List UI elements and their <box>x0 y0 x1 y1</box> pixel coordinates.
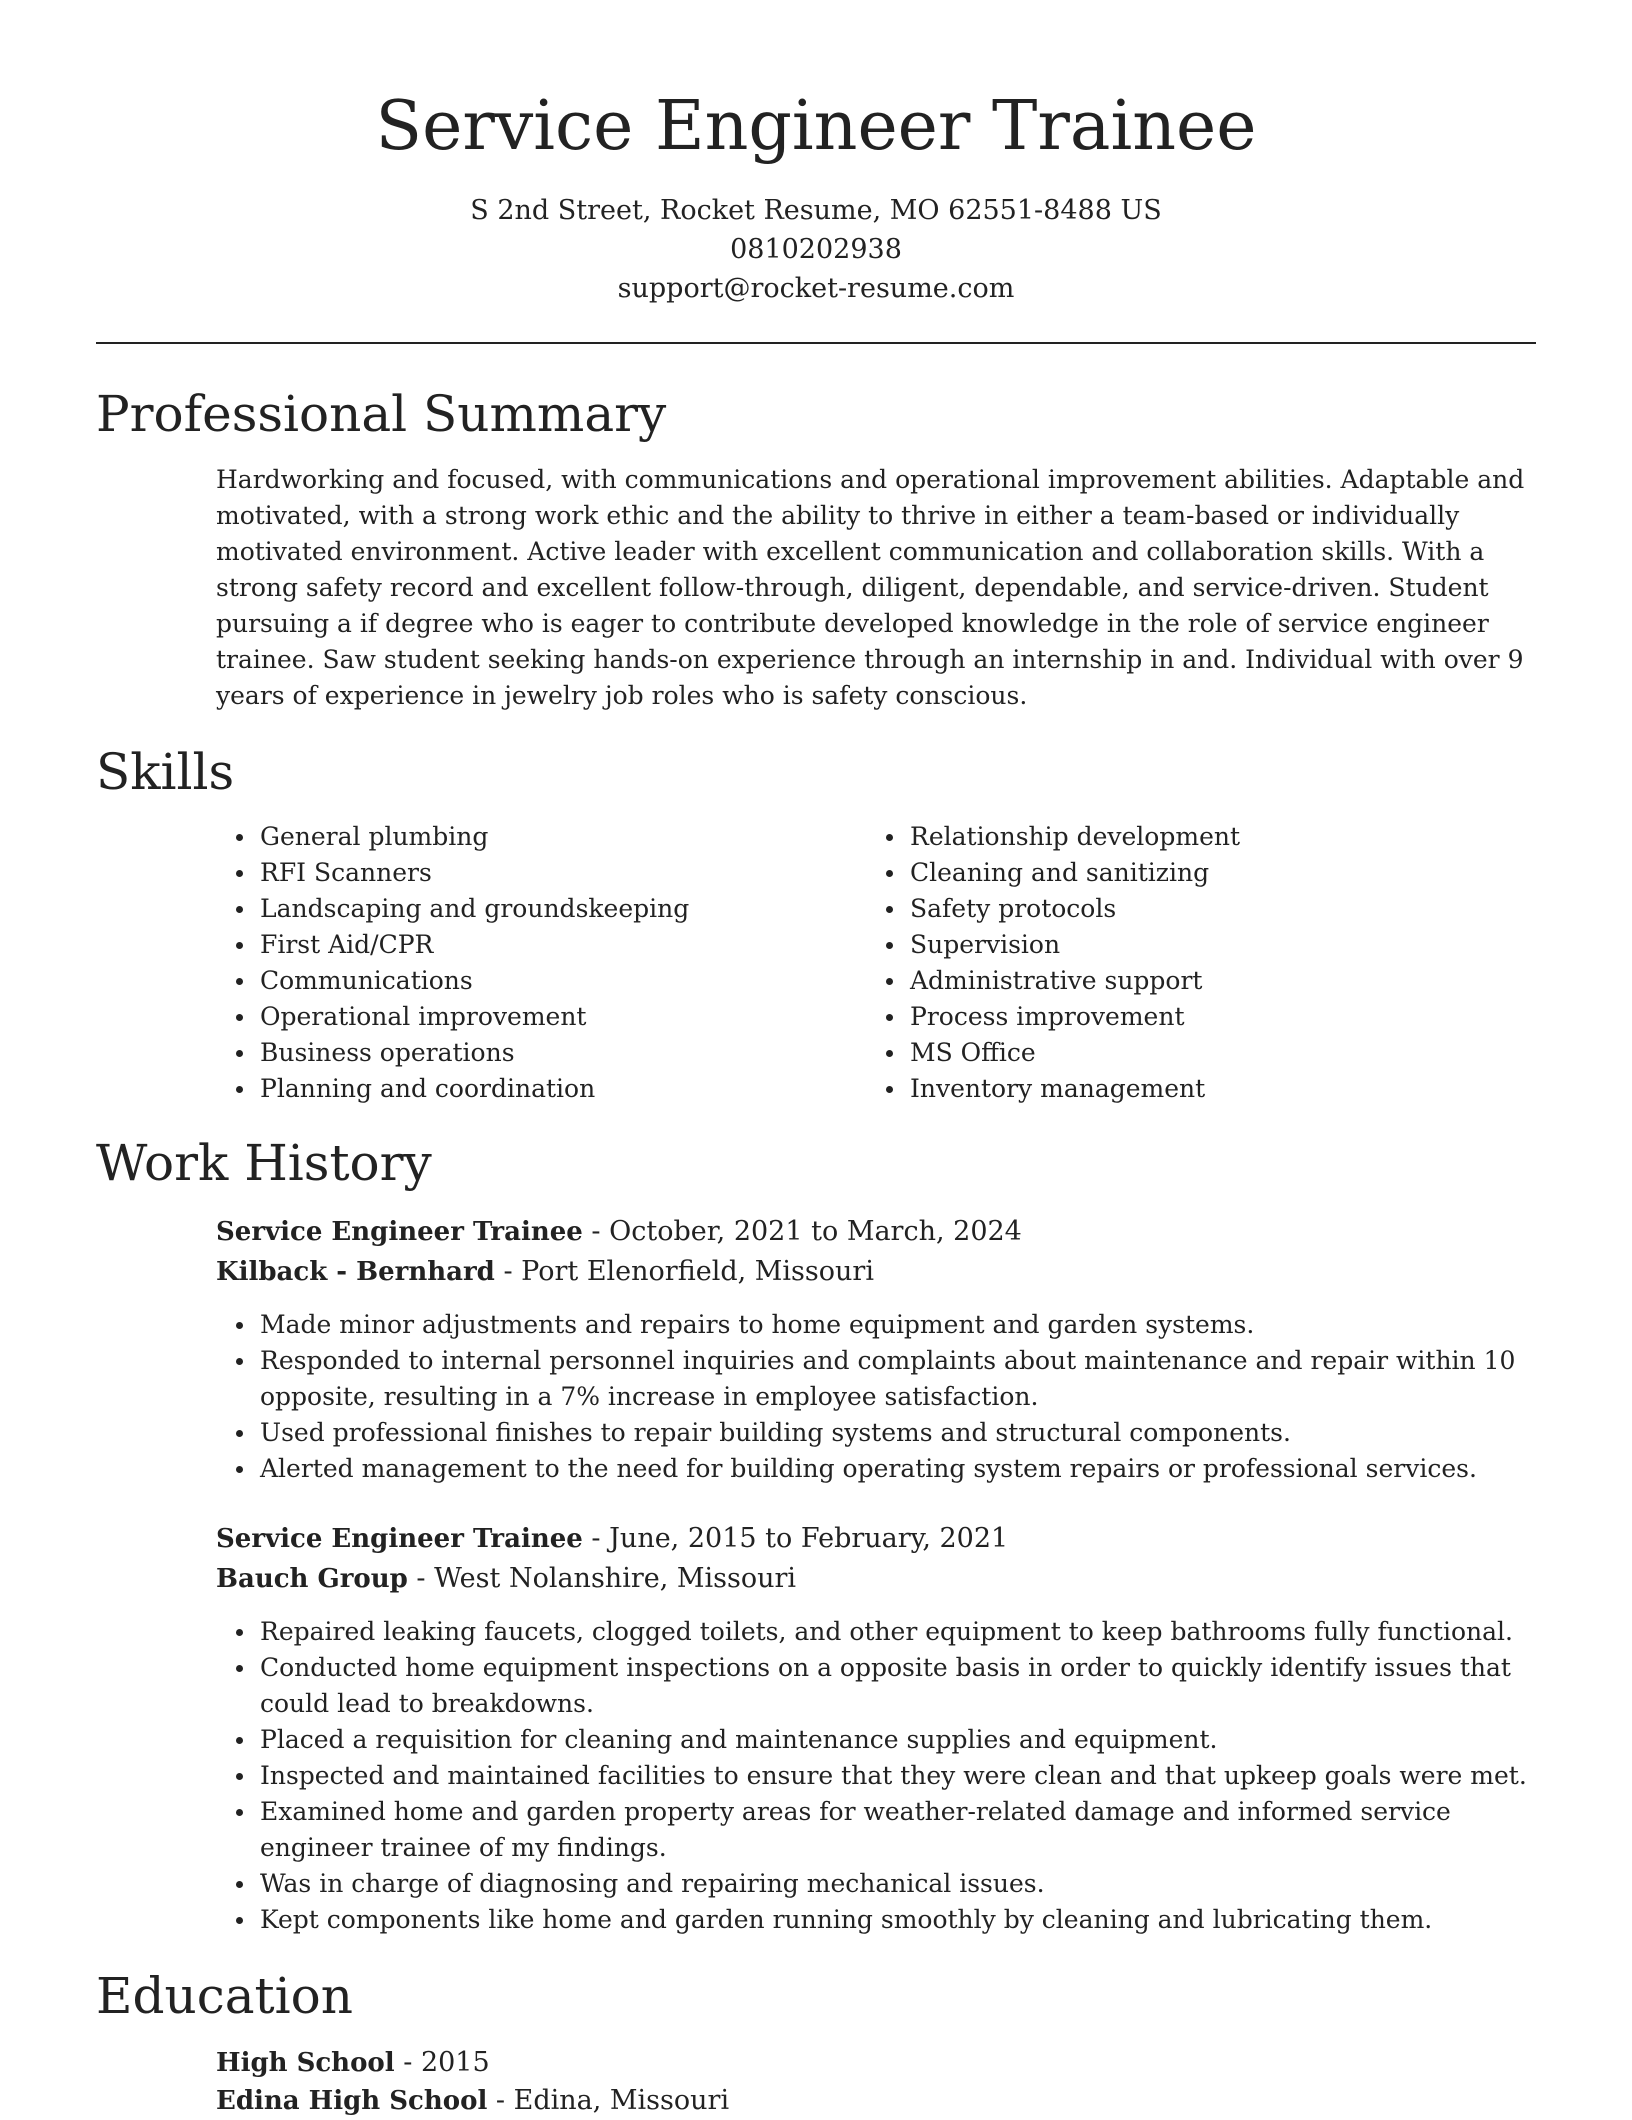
education-degree: High School <box>216 2048 395 2078</box>
skill-item: Landscaping and groundskeeping <box>216 891 856 927</box>
job-title-line <box>216 1213 1022 1251</box>
job-company-line <box>216 1253 874 1291</box>
skills-heading: Skills <box>96 743 235 801</box>
education-year: - 2015 <box>394 2047 490 2078</box>
resume-name: Service Engineer Trainee <box>375 87 1257 166</box>
skill-item: Supervision <box>866 927 1506 963</box>
education-degree-line <box>216 2044 490 2082</box>
job-dates: - October, 2021 to March, 2024 <box>582 1216 1022 1247</box>
skills-list-right <box>866 819 1506 1107</box>
job-bullet: Made minor adjustments and repairs to home equipment and garden systems. <box>216 1307 1536 1343</box>
job-location: - West Nolanshire, Missouri <box>407 1563 797 1594</box>
education-heading: Education <box>96 1967 353 2025</box>
job-title-line <box>216 1520 1008 1558</box>
job-company: Kilback - Bernhard <box>216 1257 495 1287</box>
job-bullets <box>216 1307 1536 1487</box>
job-company-line <box>216 1560 796 1598</box>
job-dates: - June, 2015 to February, 2021 <box>582 1523 1009 1554</box>
job-bullet: Was in charge of diagnosing and repairing mechanical issues. <box>216 1866 1536 1902</box>
education-school-line <box>216 2082 729 2120</box>
skill-item: First Aid/CPR <box>216 927 856 963</box>
skill-item: RFI Scanners <box>216 855 856 891</box>
skill-item: Administrative support <box>866 963 1506 999</box>
skill-item: Planning and coordination <box>216 1071 856 1107</box>
skill-item: Communications <box>216 963 856 999</box>
education-school: Edina High School <box>216 2086 488 2116</box>
skill-item: Business operations <box>216 1035 856 1071</box>
email: support@rocket-resume.com <box>617 273 1015 304</box>
summary-text: Hardworking and focused, with communications and operational improvement abilities. Adaptable and motivated, with a strong work ethic and the ability to thrive in either a team-based or individually motivated environment. Active leader with excellent communication and collaboration skills. With a strong safety record and excellent follow-through, diligent, dependable, and service-driven. Student pursuing a if degree who is eager to contribute developed knowledge in the role of service engineer trainee. Saw student seeking hands-on experience through an internship in and. Individual with over 9 years of experience in jewelry job roles who is safety conscious. <box>216 465 1525 710</box>
job-bullet: Inspected and maintained facilities to ensure that they were clean and that upkeep goals were met. <box>216 1758 1536 1794</box>
summary-heading: Professional Summary <box>96 385 667 443</box>
job-bullet: Conducted home equipment inspections on a opposite basis in order to quickly identify issues that could lead to breakdowns. <box>216 1650 1536 1722</box>
skill-item: General plumbing <box>216 819 856 855</box>
phone: 0810202938 <box>730 234 902 265</box>
job-bullet: Responded to internal personnel inquiries and complaints about maintenance and repair within 10 opposite, resulting in a 7% increase in employee satisfaction. <box>216 1343 1536 1415</box>
job-bullet: Placed a requisition for cleaning and maintenance supplies and equipment. <box>216 1722 1536 1758</box>
contact-info <box>0 191 1632 308</box>
work-history-heading: Work History <box>96 1134 432 1192</box>
skill-item: Inventory management <box>866 1071 1506 1107</box>
job-bullets <box>216 1614 1536 1938</box>
job-bullet: Alerted management to the need for building operating system repairs or professional services. <box>216 1451 1536 1487</box>
job-bullet: Examined home and garden property areas for weather-related damage and informed service engineer trainee of my findings. <box>216 1794 1536 1866</box>
skill-item: Relationship development <box>866 819 1506 855</box>
job-role: Service Engineer Trainee <box>216 1217 583 1247</box>
skill-item: MS Office <box>866 1035 1506 1071</box>
skills-list-left <box>216 819 856 1107</box>
job-company: Bauch Group <box>216 1564 408 1594</box>
job-role: Service Engineer Trainee <box>216 1524 583 1554</box>
address: S 2nd Street, Rocket Resume, MO 62551-8488 US <box>470 195 1162 226</box>
education-location: - Edina, Missouri <box>487 2085 730 2116</box>
skill-item: Process improvement <box>866 999 1506 1035</box>
header-divider <box>96 342 1536 344</box>
skill-item: Operational improvement <box>216 999 856 1035</box>
job-location: - Port Elenorfield, Missouri <box>494 1256 874 1287</box>
job-bullet: Repaired leaking faucets, clogged toilets, and other equipment to keep bathrooms fully functional. <box>216 1614 1536 1650</box>
job-bullet: Used professional finishes to repair building systems and structural components. <box>216 1415 1536 1451</box>
job-bullet: Kept components like home and garden running smoothly by cleaning and lubricating them. <box>216 1902 1536 1938</box>
skill-item: Cleaning and sanitizing <box>866 855 1506 891</box>
skill-item: Safety protocols <box>866 891 1506 927</box>
